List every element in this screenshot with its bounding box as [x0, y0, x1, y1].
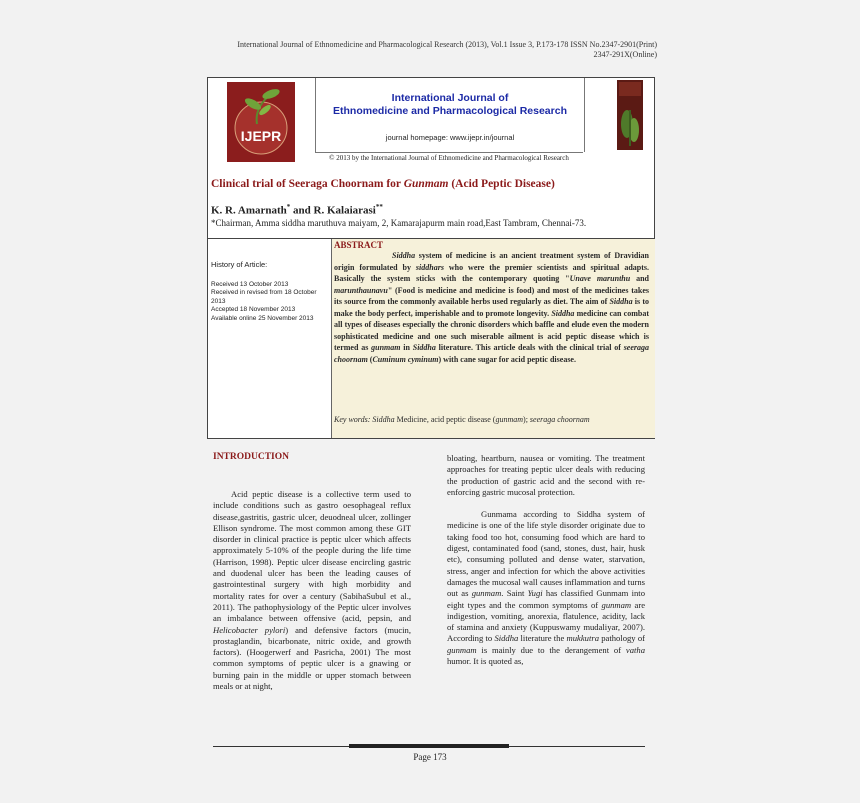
intro-paragraph-2: bloating, heartburn, nausea or vomiting. The treatment approaches for treating peptic ulcer deals with reducing the production of gastric acid and the second with re-enforcing gastric mucosal protection. [447, 453, 645, 497]
paper-title: Clinical trial of Seeraga Choornam for Gunmam (Acid Peptic Disease) [211, 178, 555, 190]
history-title: History of Article: [211, 260, 268, 269]
running-head [210, 40, 657, 60]
masthead-center [315, 78, 585, 152]
intro-paragraph-3: Gunmama according to Siddha system of medicine is one of the life style disorder originate due to taking food too hot, consuming food which are hard to digest, contaminated food (sand, stones, dust, hair, husk etc), consuming polluted and dense water, starvation, stress, anger and infection for which the above activities damages the mucosal wall causes inflammation and turns out as gunmam. Saint Yugi has classified Gunmam into eight types and the common symptoms of gunmam are indigestion, vomiting, anorexia, flatulence, acidity, lack of stamina and anxiety (Kuppuswamy mudaliyar, 2007). According to Siddha literature the mukkutra pathology of gunmam is mainly due to the derangement of vatha humor. It is quoted as, [447, 509, 646, 667]
journal-masthead [207, 77, 655, 165]
journal-title-line2: Ethnomedicine and Pharmacological Research [333, 105, 567, 117]
abstract-text: Siddha system of medicine is an ancient treatment system of Dravidian origin formulated by siddhars who were the premier scientists and spiritual adapts. Basically the system sticks with the contemporary quoting "Unave marunthu and marunthaunavu" (Food is medicine and medicine is food) and most of the medicines takes its source from the commonly available herbs used regularly as diet. The aim of Siddha is to make the body perfect, imperishable and to promote longevity. Siddha medicine can combat all types of diseases especially the chronic disorders which baffle and elude even the modern sophisticated medicine and one such miserable ailment is acid peptic disease which is termed as gunmam in Siddha literature. This article deals with the clinical trial of seeraga choornam (Cuminum cyminum) with cane sugar for acid peptic disease. [334, 251, 650, 364]
intro-paragraph-1: Acid peptic disease is a collective term used to include conditions such as gastro oesophageal reflux disease,gastritis, gastric ulcer, deuodneal ulcer, zollinger Ellison syndrome. The most common among these GIT disorder in clinical practice is peptic ulcer which affects approximately 5-10% of the people during the life time (Harrison, 1998). Peptic ulcer disease encircling gastric and duodenal ulcer has been the leading causes of gastrointestinal surgery with high morbidity and mortality rates for over a century (SabihaSubul et al., 2011). The pathophysiology of the Peptic ulcer involves an imbalance between offensive (acid, pepsin, and Helicobacter pylori) and defensive factors (mucin, prostaglandin, bicarbonate, nitric oxide, and growth factors). (Hoogerwerf and Pasricha, 2001) The most common symptoms of peptic ulcer is a gnawing or burning pain in the middle or upper stomach between meals or at night, [213, 489, 411, 692]
introduction-heading: INTRODUCTION [213, 452, 290, 462]
abstract-panel [331, 239, 655, 438]
article-history [211, 261, 321, 323]
journal-logo [227, 82, 295, 162]
history-received: Received 13 October 2013 [211, 280, 289, 288]
affiliation: *Chairman, Amma siddha maruthuva maiyam, 2, Kamarajapurm main road,East Tambram, Chennai-73. [211, 218, 587, 228]
running-head-line1: International Journal of Ethnomedicine and Pharmacological Research (2013), Vol.1 Issue 3, P.173-178 ISSN No.2347-2901(Print) [237, 40, 657, 49]
journal-homepage: journal homepage: www.ijepr.in/journal [385, 133, 515, 142]
left-column [213, 489, 411, 692]
footer-rule-thick [349, 744, 509, 748]
leaf-logo-icon [227, 82, 295, 162]
history-accepted: Accepted 18 November 2013 [211, 306, 296, 313]
abstract-block [207, 238, 655, 439]
logo-text: IJEPR [240, 128, 282, 144]
running-head-line2: 2347-291X(Online) [593, 50, 657, 59]
title-block [207, 163, 655, 239]
journal-cover-image [617, 80, 643, 150]
abstract-heading: ABSTRACT [334, 240, 384, 250]
journal-title-line1: International Journal of [391, 92, 509, 104]
history-revised: Received in revised from 18 October 2013 [211, 289, 317, 305]
cover-plant-icon [617, 80, 643, 150]
history-online: Available online 25 November 2013 [211, 314, 314, 322]
page-number: Page 173 [413, 752, 447, 762]
copyright-line: © 2013 by the International Journal of Ethnomedicine and Pharmacological Research [315, 152, 583, 164]
right-column [447, 453, 645, 667]
keywords: Key words: Siddha Medicine, acid peptic disease (gunmam); seeraga choornam [334, 415, 590, 424]
authors: K. R. Amarnath* and R. Kalaiarasi** [211, 203, 383, 217]
journal-title [316, 92, 584, 118]
